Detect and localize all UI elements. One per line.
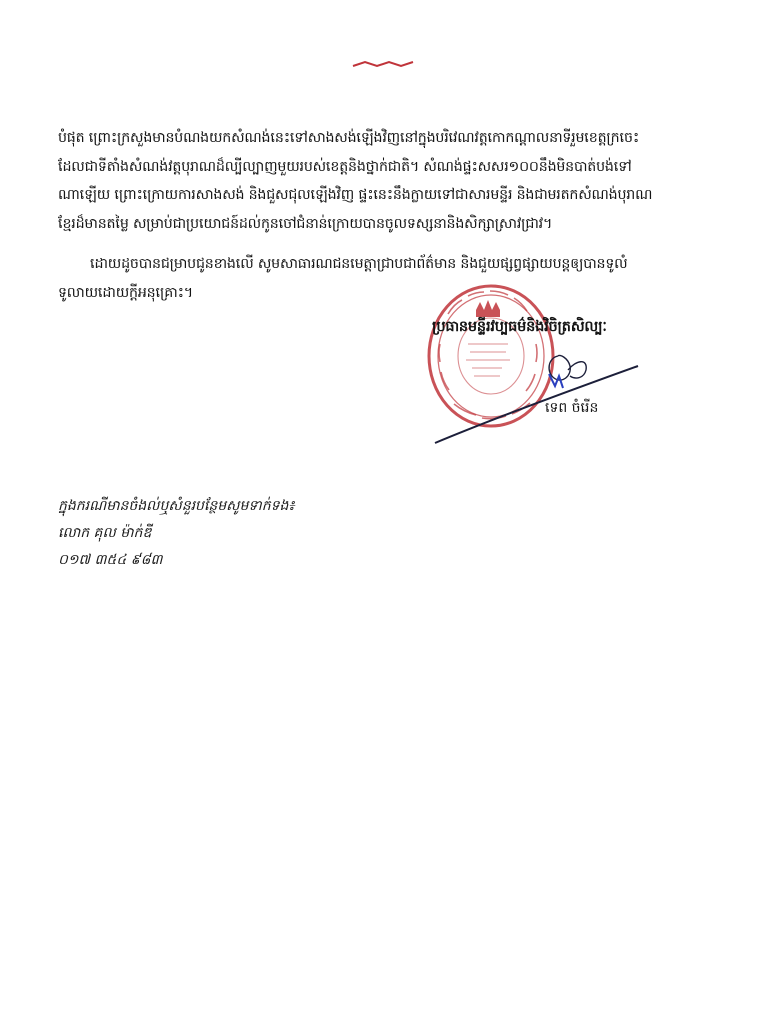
paragraph-2-line-1: ដោយដូចបានជម្រាបជូនខាងលើ សូមសាធារណជនមេត្តាជ្រាបជាព័ត៌មាន និងជួយផ្សព្វផ្សាយបន្តឲ្យបានទូលំ xyxy=(90,256,628,272)
signer-name: ទេព ចំរើន xyxy=(545,400,599,416)
paragraph-2-line-2: ទូលាយដោយក្តីអនុគ្រោះ។ xyxy=(58,285,193,301)
contact-note: ក្នុងករណីមានចំងល់ឬសំនួរបន្ថែមសូមទាក់ទង៖ xyxy=(58,498,295,514)
contact-phone: ០១៧ ៣៥៤ ៩៨៣ xyxy=(58,552,163,568)
contact-person: លោក គុល ម៉ាក់ឌី xyxy=(58,525,152,541)
paragraph-1-line-1: បំផុត ព្រោះក្រសួងមានបំណងយកសំណង់នេះទៅសាងសង់ឡើងវិញនៅក្នុងបរិវេណវត្តកោកណ្តាលនាទីរួមខេត្តក្រចេះ xyxy=(58,130,639,146)
handwritten-signature xyxy=(430,330,660,450)
signer-title: ប្រធានមន្ទីរវប្បធម៌និងវិចិត្រសិល្បៈ xyxy=(432,319,607,335)
paragraph-1-line-3: ណាឡើយ ព្រោះក្រោយការសាងសង់ និងជួសជុលឡើងវិញ ផ្ទះនេះនឹងក្លាយទៅជាសារមន្ទីរ និងជាមរតកសំណង់បុរាណ xyxy=(58,187,653,203)
letterhead-fragment xyxy=(349,60,421,68)
paragraph-1-line-4: ខ្មែរដ៏មានតម្លៃ សម្រាប់ជាប្រយោជន៍ដល់កូនចៅជំនាន់ក្រោយបានចូលទស្សនានិងសិក្សាស្រាវជ្រាវ។ xyxy=(58,216,553,232)
paragraph-1-line-2: ដែលជាទីតាំងសំណង់វត្តបុរាណដ៏ល្បីល្បាញមួយរបស់ខេត្តនិងថ្នាក់ជាតិ។ សំណង់ផ្ទះសសរ១០០នឹងមិនបាត់បង់ទៅ xyxy=(58,159,632,175)
